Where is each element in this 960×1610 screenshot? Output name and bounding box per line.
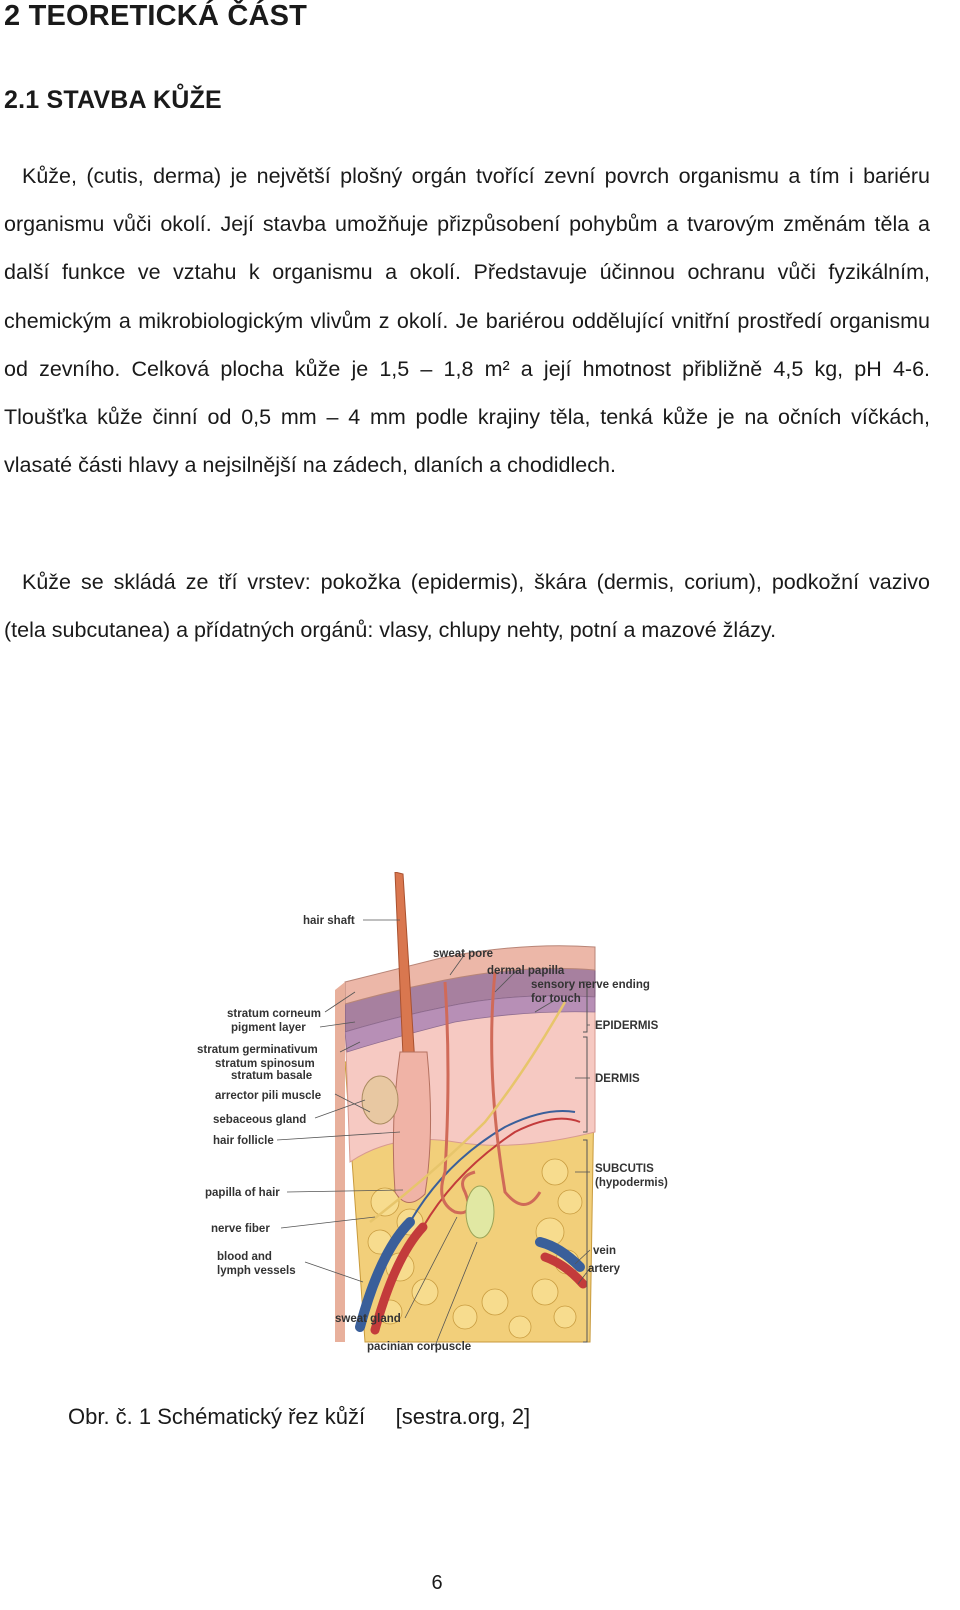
section-heading: 2.1 STAVBA KŮŽE	[4, 86, 222, 114]
label-subcutis-line2: (hypodermis)	[595, 1177, 668, 1189]
label-sweat-gland: sweat gland	[335, 1313, 401, 1325]
figure-caption: Obr. č. 1 Schématický řez kůží [sestra.org, 2]	[68, 1404, 531, 1429]
label-sensory-nerve-line1: sensory nerve ending	[531, 979, 650, 991]
label-sebaceous-gland: sebaceous gland	[213, 1114, 307, 1126]
label-blood-vessels-line1: blood and	[217, 1251, 272, 1263]
paragraph-skin-intro: Kůže, (cutis, derma) je největší plošný orgán tvořící zevní povrch organismu a tím i bariéru organismu vůči okolí. Její stavba umožňuje přizpůsobení pohybům a tvarovým změnám těla a další funkce ve vztahu k organismu a okolí. Představuje účinnou ochranu vůči fyzikálním, chemickým a mikrobiologickým vlivům z okolí. Je bariérou oddělující vnitřní prostředí organismu od zevního. Celková plocha kůže je 1,5 – 1,8 m² a její hmotnost přibližně 4,5 kg, pH 4-6. Tloušťka kůže činní od 0,5 mm – 4 mm podle krajiny těla, tenká kůže je na očních víčkách, vlasaté části hlavy a nejsilnější na zádech, dlaních a chodidlech.	[4, 164, 930, 478]
label-hair-follicle: hair follicle	[213, 1135, 274, 1147]
label-dermal-papilla: dermal papilla	[487, 965, 565, 977]
label-sweat-pore: sweat pore	[433, 948, 494, 960]
label-dermis: DERMIS	[595, 1073, 640, 1085]
label-stratum-spinosum: stratum spinosum	[215, 1058, 315, 1070]
label-pigment-layer: pigment layer	[231, 1022, 306, 1034]
skin-cross-section-figure	[195, 872, 685, 1362]
label-epidermis: EPIDERMIS	[595, 1020, 659, 1032]
label-vein: vein	[593, 1245, 617, 1257]
label-papilla-of-hair: papilla of hair	[205, 1187, 280, 1199]
label-artery: artery	[588, 1263, 620, 1275]
paragraph-skin-layers: Kůže se skládá ze tří vrstev: pokožka (epidermis), škára (dermis, corium), podkožní vazivo (tela subcutanea) a přídatných orgánů: vlasy, chlupy nehty, potní a mazové žlázy.	[4, 570, 930, 643]
label-pacinian-corpuscle: pacinian corpuscle	[367, 1341, 472, 1353]
label-arrector-pili: arrector pili muscle	[215, 1090, 322, 1102]
label-stratum-germinativum: stratum germinativum	[197, 1044, 318, 1056]
label-subcutis-line1: SUBCUTIS	[595, 1163, 654, 1175]
label-nerve-fiber: nerve fiber	[211, 1223, 270, 1235]
label-stratum-basale: stratum basale	[231, 1070, 313, 1082]
label-hair-shaft: hair shaft	[303, 915, 355, 927]
label-sensory-nerve-line2: for touch	[531, 993, 581, 1005]
label-stratum-corneum: stratum corneum	[227, 1008, 321, 1020]
chapter-heading: 2 TEORETICKÁ ČÁST	[4, 0, 308, 32]
page-number: 6	[431, 1572, 443, 1594]
label-blood-vessels-line2: lymph vessels	[217, 1265, 296, 1277]
